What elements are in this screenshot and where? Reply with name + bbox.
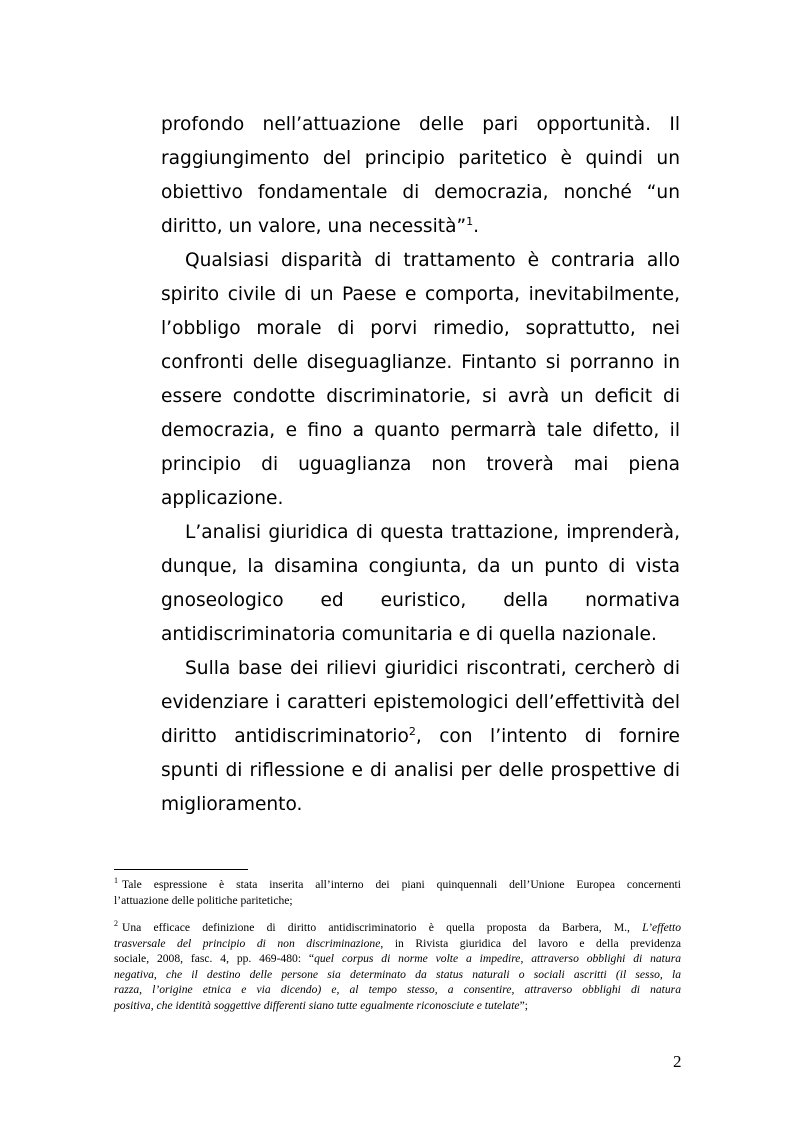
paragraph-4 [161, 652, 680, 822]
footnote-line [114, 920, 681, 936]
text-line: profondo nell’attuazione delle pari opportunità. Il [161, 114, 680, 135]
text-line: spirito civile di un Paese e comporta, inevitabilmente, [161, 284, 680, 305]
text-fragment: diritto antidiscriminatorio [161, 726, 409, 747]
text-fragment: . [473, 216, 480, 237]
body-text [161, 108, 680, 822]
text-fragment-italic: trasversale del principio di non discriminazione [114, 936, 381, 950]
footnote-2 [114, 920, 681, 1013]
text-fragment: , in Rivista giuridica del lavoro e della previdenza [380, 936, 681, 950]
text-line: dunque, la disamina congiunta, da un punto di vista [161, 556, 680, 577]
text-line: essere condotte discriminatorie, si avrà un deficit di [161, 386, 680, 407]
text-line: democrazia, e fino a quanto permarrà tale difetto, il [161, 420, 680, 441]
footnote-line [114, 982, 681, 998]
text-fragment: , con l’intento di fornire [415, 726, 680, 747]
text-line: miglioramento. [161, 794, 303, 815]
footnote-gap [114, 908, 681, 920]
text-fragment: Una efficace definizione di diritto antidiscriminatorio è quella proposta da Barbera, M., [122, 921, 643, 934]
footnote-line [114, 936, 681, 952]
text-line: gnoseologico ed euristico, della normativa [161, 590, 680, 611]
text-fragment-italic: positiva, che identità soggettive differenti siano tutte egualmente riconosciute e tutelate [114, 998, 520, 1012]
text-fragment: Tale espressione è stata inserita all’interno dei piani quinquennali dell’Unione Europea concernenti [122, 878, 681, 891]
text-fragment: sociale, 2008, fasc. 4, pp. 469-480: “ [114, 952, 315, 965]
footnote-separator [114, 869, 248, 870]
text-line: applicazione. [161, 488, 284, 509]
text-fragment: diritto, un valore, una necessità” [161, 216, 467, 237]
text-line: evidenziare i caratteri epistemologici dell’effettività del [161, 692, 680, 713]
footnote-ref-2[interactable]: 2 [408, 724, 416, 738]
text-fragment-italic: L’effetto [642, 921, 681, 934]
text-line: raggiungimento del principio paritetico è quindi un [161, 148, 680, 169]
page-number: 2 [673, 1052, 682, 1071]
footnote-1 [114, 877, 681, 908]
text-fragment-italic: razza, l’origine etnica e via dicendo) e, al tempo stesso, a consentire, attraverso obblighi di natura [114, 983, 681, 996]
text-line: spunti di riflessione e di analisi per delle prospettive di [161, 760, 680, 781]
text-line: antidiscriminatoria comunitaria e di quella nazionale. [161, 624, 657, 645]
paragraph-3 [161, 516, 680, 652]
text-line: confronti delle diseguaglianze. Fintanto si porranno in [161, 352, 680, 373]
text-line [161, 210, 680, 244]
paragraph-2 [161, 244, 680, 516]
text-fragment-italic: negativa, che il destino delle persone sia determinato da status naturali o sociali ascritti (il sesso, la [114, 967, 681, 981]
text-fragment: ”; [519, 998, 528, 1012]
text-line: principio di uguaglianza non troverà mai piena [161, 454, 680, 475]
footnote-number: 1 [114, 877, 118, 886]
footnote-line [114, 951, 681, 967]
text-line: l’obbligo morale di porvi rimedio, soprattutto, nei [161, 318, 680, 339]
footnote-ref-1[interactable]: 1 [466, 214, 474, 228]
paragraph-1 [161, 108, 680, 244]
text-line: Sulla base dei rilievi giuridici riscontrati, cercherò di [185, 658, 680, 679]
footnotes [114, 877, 681, 1013]
text-line: obiettivo fondamentale di democrazia, nonché “un [161, 182, 680, 203]
footnote-line: l’attuazione delle politiche paritetiche; [114, 893, 293, 907]
footnote-number: 2 [114, 920, 118, 929]
footnote-line [114, 998, 681, 1014]
text-line: Qualsiasi disparità di trattamento è contraria allo [185, 250, 680, 271]
footnote-line [114, 967, 681, 983]
text-fragment-italic: quel corpus di norme volte a impedire, attraverso obblighi di natura [314, 952, 681, 965]
text-line: L’analisi giuridica di questa trattazione, imprenderà, [185, 522, 680, 543]
text-line [161, 720, 680, 754]
footnote-line [114, 877, 681, 893]
